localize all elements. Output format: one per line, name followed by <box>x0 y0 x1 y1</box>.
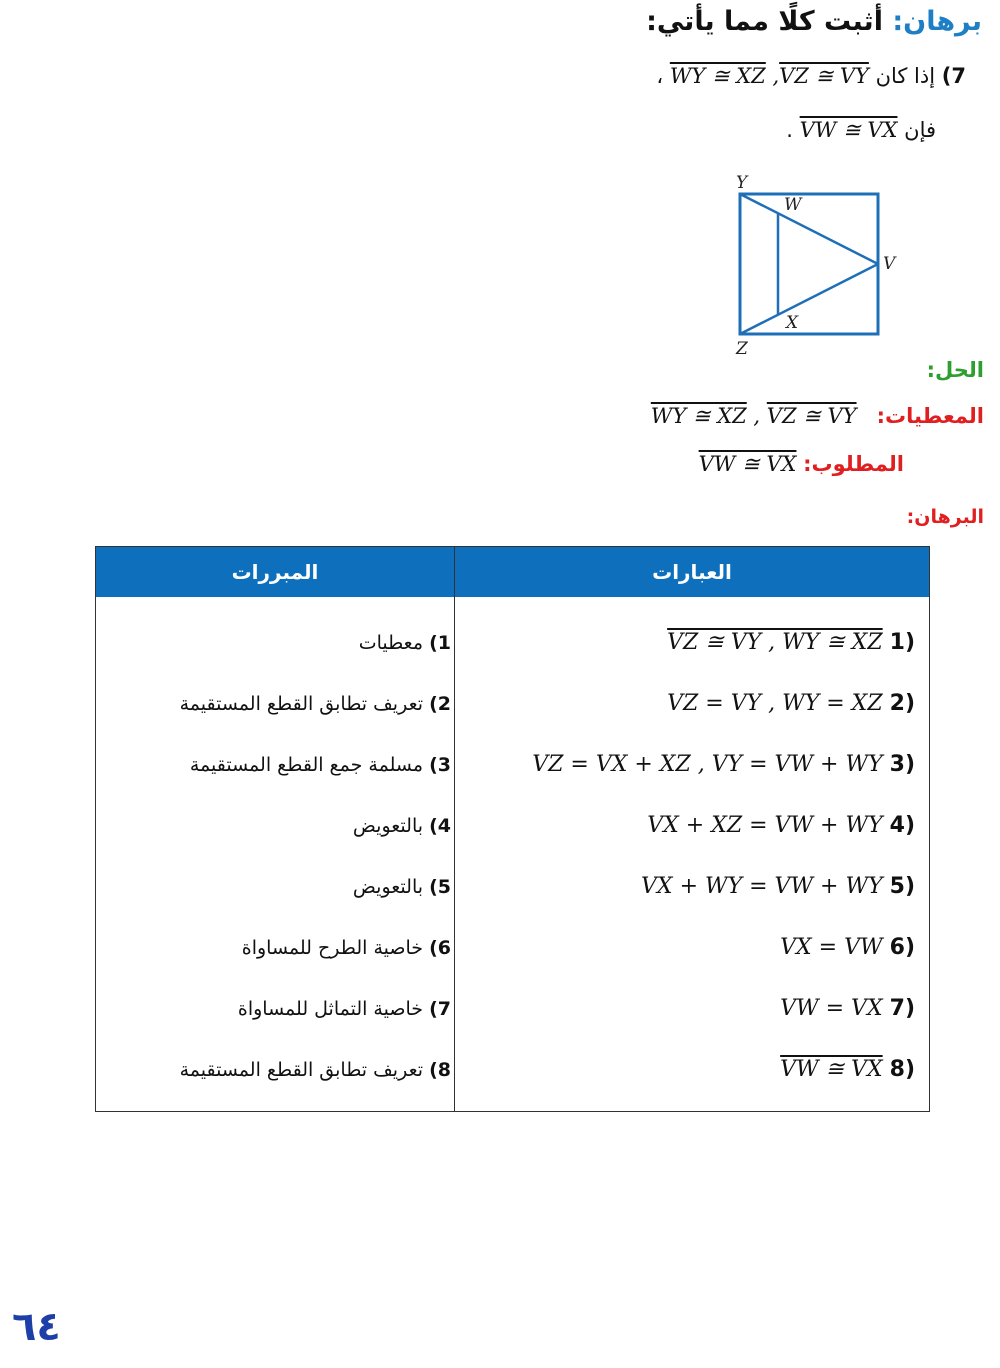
required-math: VW ≅ VX <box>698 452 797 476</box>
reason-number: 4) <box>429 815 451 837</box>
table-header-reasons: المبررات <box>96 547 454 597</box>
givens-sep: , <box>753 404 761 428</box>
statement-math: VW = VX <box>780 996 883 1021</box>
required-line <box>699 452 904 476</box>
table-row-statement <box>653 684 915 724</box>
statement-math: VX + WY = VW + WY <box>641 874 883 899</box>
header-label: برهان: <box>892 6 982 37</box>
reason-text: بالتعويض <box>352 876 424 898</box>
reason-number: 1) <box>429 632 451 654</box>
solution-label: الحل: <box>926 358 984 382</box>
problem-given-2: WY ≅ XZ <box>669 64 766 88</box>
reason-number: 2) <box>429 693 451 715</box>
reason-text: معطيات <box>358 632 424 654</box>
point-label-x: X <box>786 313 799 333</box>
statement-math: VZ = VX + XZ , VY = VW + WY <box>532 752 883 777</box>
square-outline <box>740 194 878 334</box>
statement-math: VW ≅ VX <box>780 1057 883 1082</box>
problem-conclusion <box>786 118 936 142</box>
proof-label: البرهان: <box>906 506 984 528</box>
statement-number: (5 <box>889 874 915 899</box>
problem-separator: , <box>772 64 780 88</box>
statement-math: VZ = VY , WY = XZ <box>667 691 883 716</box>
reason-number: 6) <box>429 937 451 959</box>
givens-math-2: WY ≅ XZ <box>650 404 747 428</box>
table-row-reason <box>242 928 451 968</box>
statement-number: (4 <box>889 813 915 838</box>
table-row-reason <box>180 1050 451 1090</box>
point-label-y: Y <box>736 173 748 193</box>
point-label-z: Z <box>736 339 748 358</box>
statement-number: (8 <box>889 1057 915 1082</box>
problem-given-1: VZ ≅ VY <box>779 64 869 88</box>
reason-text: خاصية الطرح للمساواة <box>241 937 424 959</box>
problem-then-text: فإن <box>904 118 936 142</box>
table-row-reason <box>353 806 451 846</box>
table-row-statement <box>633 806 915 846</box>
table-row-reason <box>238 989 451 1029</box>
table-row-statement <box>766 1050 915 1090</box>
problem-if-text: إذا كان <box>875 64 936 88</box>
table-row-reason <box>190 745 451 785</box>
givens-label: المعطيات: <box>876 404 984 428</box>
table-row-reason <box>353 867 451 907</box>
reason-text: مسلمة جمع القطع المستقيمة <box>189 754 424 776</box>
header-instruction: أثبت كلًا مما يأتي: <box>646 6 883 37</box>
statement-number: (6 <box>889 935 915 960</box>
table-row-reason <box>359 623 451 663</box>
problem-statement <box>656 64 966 88</box>
statement-number: (1 <box>889 630 915 655</box>
table-row-statement <box>766 989 915 1029</box>
segment-zv <box>740 264 878 334</box>
problem-conclusion-math: VW ≅ VX <box>799 118 898 142</box>
table-row-statement <box>627 867 915 907</box>
table-row-statement <box>653 623 915 663</box>
required-label: المطلوب: <box>803 452 904 476</box>
problem-trail: ، <box>656 64 664 88</box>
statement-number: (2 <box>889 691 915 716</box>
point-label-v: V <box>883 254 896 274</box>
statement-number: (7 <box>889 996 915 1021</box>
table-row-statement <box>518 745 915 785</box>
segment-yv <box>740 194 878 264</box>
statement-math: VX = VW <box>780 935 883 960</box>
statement-number: (3 <box>889 752 915 777</box>
problem-number: 7) <box>941 64 966 88</box>
reason-text: خاصية التماثل للمساواة <box>237 998 424 1020</box>
table-header-statements: العبارات <box>454 547 929 597</box>
table-row-statement <box>766 928 915 968</box>
problem-period: . <box>786 118 793 142</box>
reason-number: 5) <box>429 876 451 898</box>
statement-math: VZ ≅ VY , WY ≅ XZ <box>667 630 883 655</box>
section-header <box>646 6 982 37</box>
reason-text: تعريف تطابق القطع المستقيمة <box>179 693 424 715</box>
proof-table <box>95 546 930 1112</box>
statement-math: VX + XZ = VW + WY <box>647 813 883 838</box>
geometry-diagram <box>728 168 908 358</box>
table-row-reason <box>180 684 451 724</box>
point-label-w: W <box>784 195 802 215</box>
reason-number: 3) <box>429 754 451 776</box>
reason-number: 8) <box>429 1059 451 1081</box>
column-divider <box>454 547 455 1111</box>
givens-line <box>651 404 984 428</box>
page-number: ٦٤ <box>12 1304 61 1350</box>
reason-number: 7) <box>429 998 451 1020</box>
givens-math-1: VZ ≅ VY <box>766 404 857 428</box>
reason-text: بالتعويض <box>352 815 424 837</box>
reason-text: تعريف تطابق القطع المستقيمة <box>179 1059 424 1081</box>
